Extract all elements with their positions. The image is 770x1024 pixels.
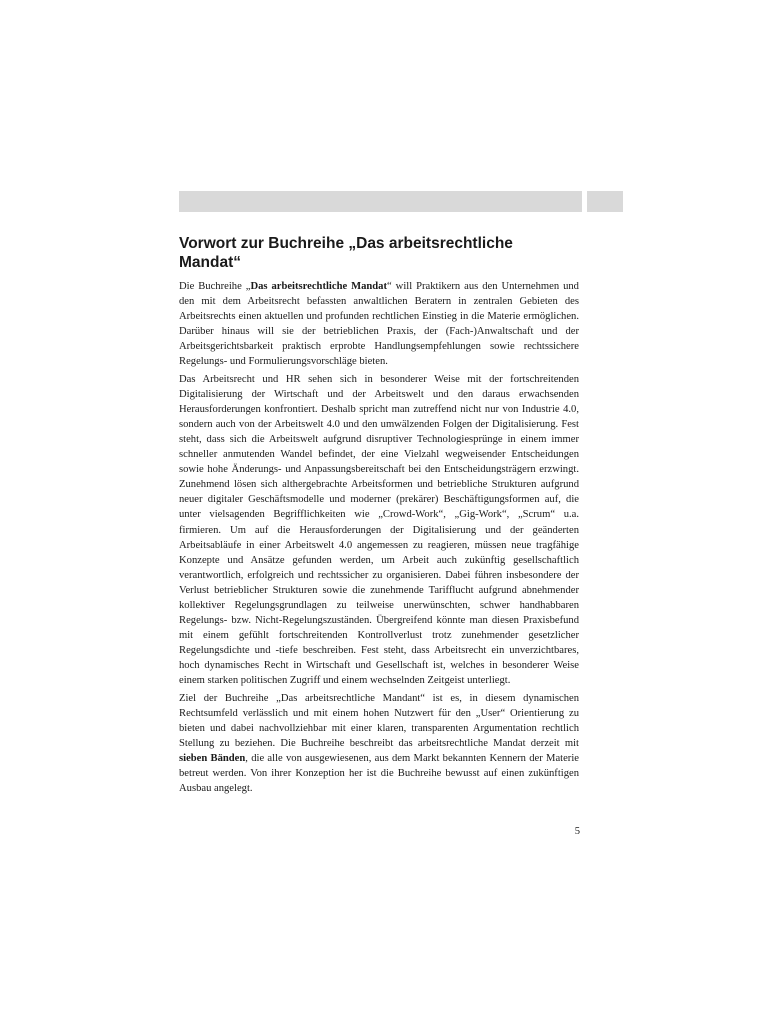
paragraph (179, 372, 579, 689)
paragraph-text: Ziel der Buchreihe „Das arbeitsrechtliche Mandant“ ist es, in diesem dynamischen Rechtsumfeld verlässlich und mit einem hohen Nutzwert für den „User“ Orientierung zu bieten und dabei nachvollziehbar mit einer klaren, transparenten Argumentation rechtlich Stellung zu beziehen. Die Buchreihe beschreibt das arbeitsrechtliche Mandat derzeit mit (179, 692, 579, 749)
bold-text: Das arbeitsrechtliche Mandat (250, 281, 388, 292)
running-header-tab (587, 191, 623, 212)
paragraph (179, 279, 579, 370)
page-number: 5 (574, 826, 580, 837)
paragraph-text: , die alle von ausgewiesenen, aus dem Markt bekannten Kennern der Materie betreut werden. Von ihrer Konzeption her ist die Buchreihe bewusst auf einen zukünftigen Ausbau angelegt. (179, 752, 579, 795)
paragraph-text: Das Arbeitsrecht und HR sehen sich in besonderer Weise mit der fortschreitenden Digitalisierung der Wirtschaft und der Arbeitswelt und den daraus erwachsenden Herausforderungen konfrontiert. Deshalb spricht man zutreffend nicht nur von Industrie 4.0, sondern auch von der Arbeitswelt 4.0 und den umwälzenden Folgen der Digitalisierung. Fest steht, dass sich die Arbeitswelt aufgrund disruptiver Technologiesprünge in einem immer schneller anmutenden Wandel befindet, der eine Vielzahl wegweisender Entscheidungen sowie hohe Änderungs- und Anpassungsbereitschaft bei den Entscheidungsträgern erzwingt. Zunehmend lösen sich althergebrachte Arbeitsformen und betriebliche Strukturen aufgrund neuer digitaler Geschäftsmodelle und moderner (prekärer) Beschäftigungsformen auf, die unter vielsagenden Begrifflichkeiten wie „Crowd-Work“, „Gig-Work“, „Scrum“ u.a. firmieren. Um auf die Herausforderungen der Digitalisierung und der geänderten Arbeitsabläufe in einer Arbeitswelt 4.0 angemessen zu reagieren, müssen neue tragfähige Konzepte und Ansätze gefunden werden, um Arbeit auch zukünftig gesellschaftlich verantwortlich, erfolgreich und rechtssicher zu organisieren. Dabei führen insbesondere der Verlust betrieblicher Strukturen sowie die zunehmende Tarifflucht aufgrund abnehmender kollektiver Regelungsgrundlagen zu teilweise unerwünschten, schwer handhabbaren Regelungs- bzw. Nicht-Regelungszuständen. Übergreifend könnte man diesen Praxisbefund mit einem gefühlt fortschreitenden Kontrollverlust trotz zunehmender gesetzlicher Regelungsdichte und -tiefe beschreiben. Fest steht, dass Arbeitsrecht ein unverzichtbares, hoch dynamisches Recht in Wirtschaft und Gesellschaft ist, welches in besonderer Weise einem starken politischen Zugriff und einem wechselnden Zeitgeist unterliegt. (179, 373, 579, 687)
bold-text: sieben Bänden (179, 752, 246, 764)
paragraph (179, 691, 579, 797)
page-title: Vorwort zur Buchreihe „Das arbeitsrechtliche Mandat“ (179, 235, 513, 271)
body-text (179, 279, 579, 798)
paragraph-text: “ will Praktikern aus den Unternehmen und den mit dem Arbeitsrecht befassten anwaltlichen Beratern in zentralen Gebieten des Arbeitsrechts einen aktuellen und profunden rechtlichen Einstieg in die Materie ermöglichen. Darüber hinaus will sie der betrieblichen Praxis, der (Fach-)Anwaltschaft und der Arbeitsgerichtsbarkeit praktisch erprobte Handlungsempfehlungen sowie rechtssichere Regelungs- und Formulierungsvorschläge bieten. (179, 281, 579, 368)
running-header-bar (179, 191, 582, 212)
paragraph-text: Die Buchreihe „ (179, 281, 251, 292)
